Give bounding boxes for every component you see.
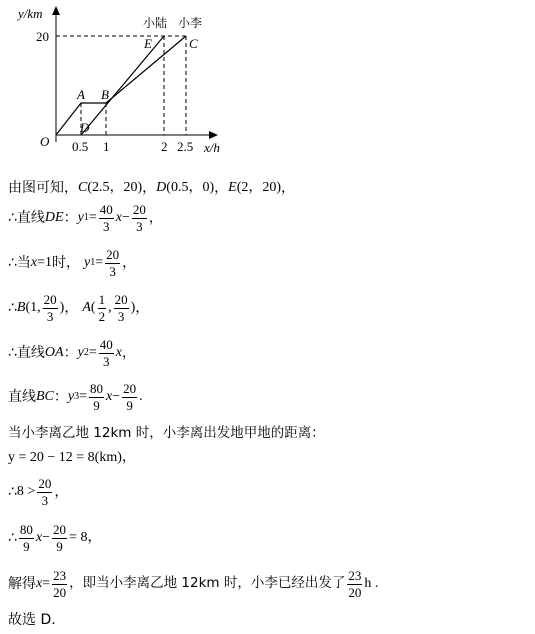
solution-line-10: ∴ $\frac{80}{9}$ x − $\frac{20}{9}$ = 8， bbox=[8, 522, 102, 554]
x-axis-arrow bbox=[209, 131, 218, 139]
x-tick-25: 2.5 bbox=[177, 139, 194, 154]
solution-line-3: ∴当 x =1 时， y 1 = $\frac{20}{3}$ ， bbox=[8, 247, 137, 279]
fraction: $\frac{20}{3}$ bbox=[106, 247, 120, 279]
fraction: $\frac{20}{9}$ bbox=[123, 381, 137, 413]
point-label-e: E bbox=[144, 36, 152, 51]
legend-xiaoli: 小李 bbox=[178, 16, 203, 30]
fraction: $\frac{23}{20}$ bbox=[348, 568, 362, 600]
point-c: C bbox=[78, 180, 88, 195]
intro-text: 由图可知， bbox=[8, 180, 78, 196]
line-xiaoli bbox=[56, 36, 186, 135]
solution-line-1: 由图可知， C (2.5，20) ， D (0.5，0) ， E (2，20) ， bbox=[8, 180, 296, 196]
answer-text: 故选 D. bbox=[8, 612, 56, 628]
solution-line-5: ∴直线 OA ： y 2 = $\frac{40}{3}$ x ， bbox=[8, 337, 136, 369]
fraction: $\frac{20}{3}$ bbox=[114, 292, 128, 324]
fraction: $\frac{40}{3}$ bbox=[99, 337, 113, 369]
point-c-value: (2.5，20) bbox=[87, 180, 143, 195]
solution-line-8: y = 20 − 12 = 8(km)， bbox=[8, 450, 136, 465]
fraction: $\frac{40}{3}$ bbox=[99, 202, 113, 234]
fraction: $\frac{20}{3}$ bbox=[38, 476, 52, 508]
point-label-b: B bbox=[101, 87, 109, 102]
legend-xiaolu: 小陆 bbox=[143, 16, 168, 30]
fraction: $\frac{80}{9}$ bbox=[90, 381, 104, 413]
solution-line-7: 当小李离乙地 12km 时，小李离出发地甲地的距离： bbox=[8, 425, 325, 441]
line-name-bc: BC bbox=[36, 389, 54, 405]
y-axis-label: y/km bbox=[18, 6, 43, 21]
distance-time-graph bbox=[0, 0, 240, 160]
x-axis-label: x/h bbox=[204, 140, 220, 155]
solution-line-11: 解得 x = $\frac{23}{20}$ ，即当小李离乙地 12km 时，小李已经出发了 $\frac{23}{20}$ h . bbox=[8, 568, 379, 600]
origin-label: O bbox=[40, 134, 50, 149]
point-d-value: (0.5，0) bbox=[166, 180, 215, 195]
solution-line-4: ∴ B (1, $\frac{20}{3}$ ) ， A ( $\frac{1}{2}$ , $\frac{20}{3}$ ) ， bbox=[8, 292, 150, 324]
line-name-de: DE bbox=[44, 210, 64, 226]
fraction: $\frac{80}{9}$ bbox=[19, 522, 33, 554]
point-a: A bbox=[82, 300, 91, 316]
x-tick-2: 2 bbox=[161, 139, 168, 154]
x-tick-1: 1 bbox=[103, 139, 110, 154]
solution-line-9: ∴ 8 > $\frac{20}{3}$ ， bbox=[8, 476, 69, 508]
solution-line-12 bbox=[8, 613, 56, 627]
fraction: $\frac{20}{3}$ bbox=[132, 202, 146, 234]
point-e: E bbox=[228, 180, 237, 195]
point-label-a: A bbox=[77, 87, 85, 102]
fraction: $\frac{20}{9}$ bbox=[53, 522, 67, 554]
solution-line-2: ∴直线 DE ： y 1 = $\frac{40}{3}$ x − $\frac{20}{3}$ ， bbox=[8, 202, 163, 234]
y-axis-arrow bbox=[52, 6, 60, 15]
fraction: $\frac{1}{2}$ bbox=[98, 292, 106, 324]
point-d: D bbox=[156, 180, 167, 195]
point-label-d: D bbox=[80, 120, 90, 135]
fraction: $\frac{23}{20}$ bbox=[53, 568, 67, 600]
point-label-c: C bbox=[189, 36, 198, 51]
solution-line-6: 直线 BC ： y 3 = $\frac{80}{9}$ x − $\frac{20}{9}$ . bbox=[8, 381, 143, 413]
y-tick-20: 20 bbox=[36, 29, 49, 44]
point-b: B bbox=[16, 300, 26, 316]
x-tick-05: 0.5 bbox=[72, 139, 89, 154]
line-name-oa: OA bbox=[44, 345, 64, 361]
fraction: $\frac{20}{3}$ bbox=[43, 292, 57, 324]
point-e-value: (2，20) bbox=[236, 180, 282, 195]
